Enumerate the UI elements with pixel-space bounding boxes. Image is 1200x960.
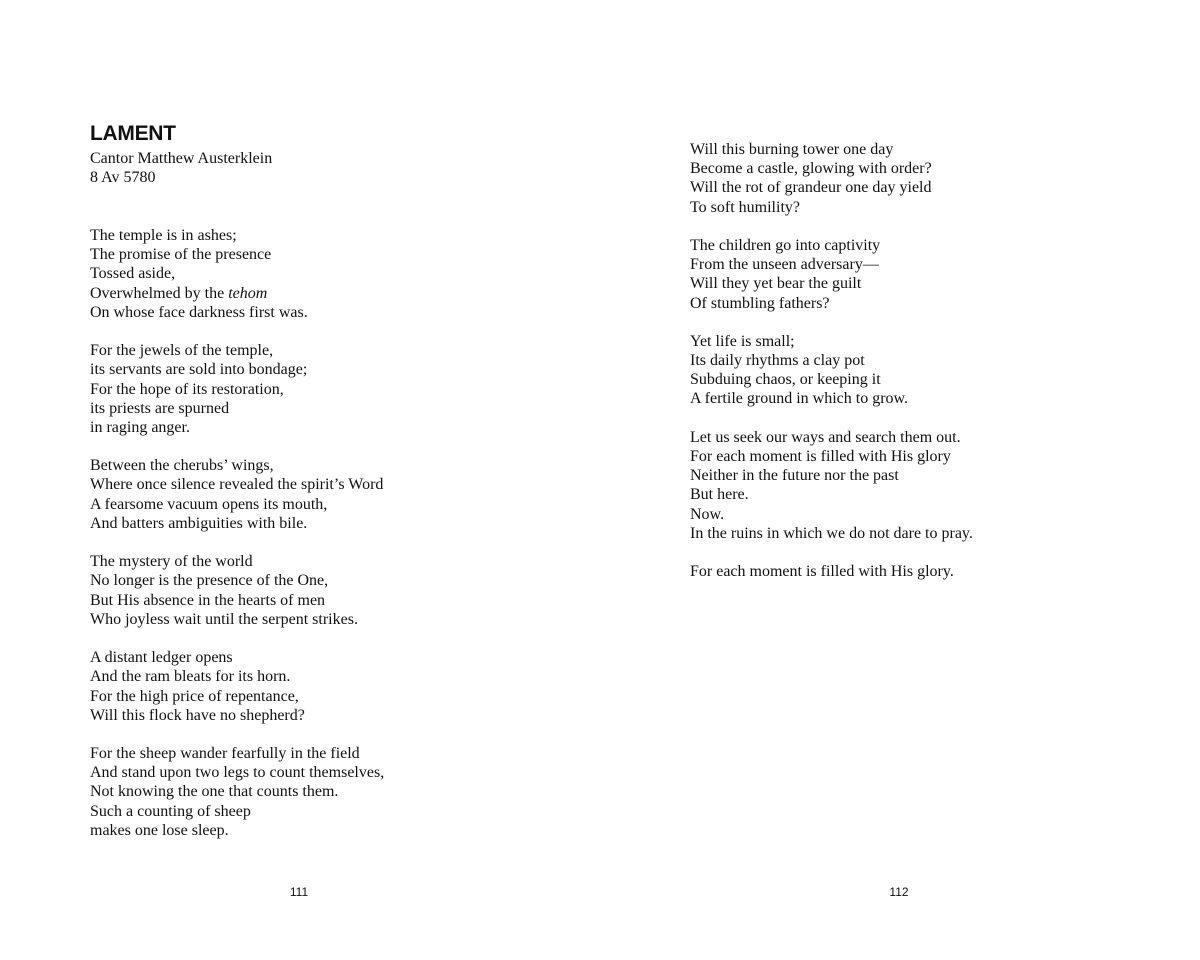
poem-line: Where once silence revealed the spirit’s Word bbox=[90, 476, 384, 494]
poem-line: The children go into captivity bbox=[690, 236, 881, 254]
poem-line: Who joyless wait until the serpent strikes. bbox=[90, 610, 358, 628]
stanza bbox=[690, 236, 973, 313]
poem-line: Yet life is small; bbox=[690, 332, 795, 350]
poem-line: A fertile ground in which to grow. bbox=[690, 390, 909, 408]
poem-line: But His absence in the hearts of men bbox=[90, 591, 326, 609]
poem-line: But here. bbox=[690, 486, 749, 504]
poem-title: LAMENT bbox=[90, 122, 176, 145]
poem-line: For the high price of repentance, bbox=[90, 687, 299, 705]
poem-line: A fearsome vacuum opens its mouth, bbox=[90, 495, 328, 513]
poem-line: Between the cherubs’ wings, bbox=[90, 457, 274, 475]
poem-line: A distant ledger opens bbox=[90, 649, 233, 667]
poem-line: For the hope of its restoration, bbox=[90, 380, 284, 398]
poem-line-text: Overwhelmed by the bbox=[90, 284, 229, 302]
poem-line: Subduing chaos, or keeping it bbox=[690, 371, 881, 389]
poem-line: Will they yet bear the guilt bbox=[690, 275, 862, 293]
stanza bbox=[90, 744, 384, 840]
stanza bbox=[690, 428, 973, 543]
poem-line: And stand upon two legs to count themselves, bbox=[90, 764, 385, 782]
stanza bbox=[690, 332, 973, 409]
poem-line: The mystery of the world bbox=[90, 553, 253, 571]
stanza bbox=[90, 226, 384, 322]
stanza bbox=[90, 552, 384, 629]
poem-line: In the ruins in which we do not dare to pray. bbox=[690, 524, 973, 542]
poem-line: For the sheep wander fearfully in the field bbox=[90, 745, 360, 763]
stanza bbox=[90, 341, 384, 437]
poem-line: To soft humility? bbox=[690, 198, 800, 216]
stanza bbox=[690, 140, 973, 217]
poem-line: its priests are spurned bbox=[90, 399, 230, 417]
poem-line: Not knowing the one that counts them. bbox=[90, 783, 339, 801]
poem-line: Let us seek our ways and search them out. bbox=[690, 428, 961, 446]
author-name: Cantor Matthew Austerklein bbox=[90, 150, 273, 167]
italic-word: tehom bbox=[228, 284, 268, 302]
poem-line: On whose face darkness first was. bbox=[90, 303, 308, 321]
poem-line: No longer is the presence of the One, bbox=[90, 572, 329, 590]
poem-date: 8 Av 5780 bbox=[90, 169, 156, 187]
poem-byline bbox=[90, 149, 272, 187]
poem-line: For the jewels of the temple, bbox=[90, 342, 274, 360]
poem-line: And the ram bleats for its horn. bbox=[90, 668, 291, 686]
stanza bbox=[90, 456, 384, 533]
poem-line: Will the rot of grandeur one day yield bbox=[690, 179, 932, 197]
poem-line: And batters ambiguities with bile. bbox=[90, 514, 308, 532]
poem-line: Such a counting of sheep bbox=[90, 802, 251, 820]
poem-line bbox=[90, 284, 384, 303]
poem-body-right bbox=[690, 140, 973, 581]
poem-line: From the unseen adversary— bbox=[690, 256, 879, 274]
poem-line: Of stumbling fathers? bbox=[690, 294, 830, 312]
poem-body-left bbox=[90, 226, 384, 840]
page-number-left: 111 bbox=[289, 885, 309, 899]
right-page bbox=[600, 0, 1200, 960]
poem-line: in raging anger. bbox=[90, 418, 190, 436]
poem-line: Now. bbox=[690, 505, 725, 523]
page-number-right: 112 bbox=[889, 885, 909, 899]
poem-line: Neither in the future nor the past bbox=[690, 467, 899, 485]
poem-line: Become a castle, glowing with order? bbox=[690, 160, 932, 178]
poem-line: Tossed aside, bbox=[90, 265, 176, 283]
poem-line: Will this flock have no shepherd? bbox=[90, 706, 305, 724]
stanza bbox=[690, 562, 973, 581]
poem-line: makes one lose sleep. bbox=[90, 821, 229, 839]
poem-line: The promise of the presence bbox=[90, 246, 272, 264]
poem-line: The temple is in ashes; bbox=[90, 227, 237, 244]
poem-line: For each moment is filled with His glory. bbox=[690, 563, 954, 581]
stanza bbox=[90, 648, 384, 725]
poem-line: Will this burning tower one day bbox=[690, 141, 894, 158]
poem-line: For each moment is filled with His glory bbox=[690, 448, 951, 465]
poem-line: its servants are sold into bondage; bbox=[90, 361, 308, 379]
poem-line: Its daily rhythms a clay pot bbox=[690, 352, 865, 370]
